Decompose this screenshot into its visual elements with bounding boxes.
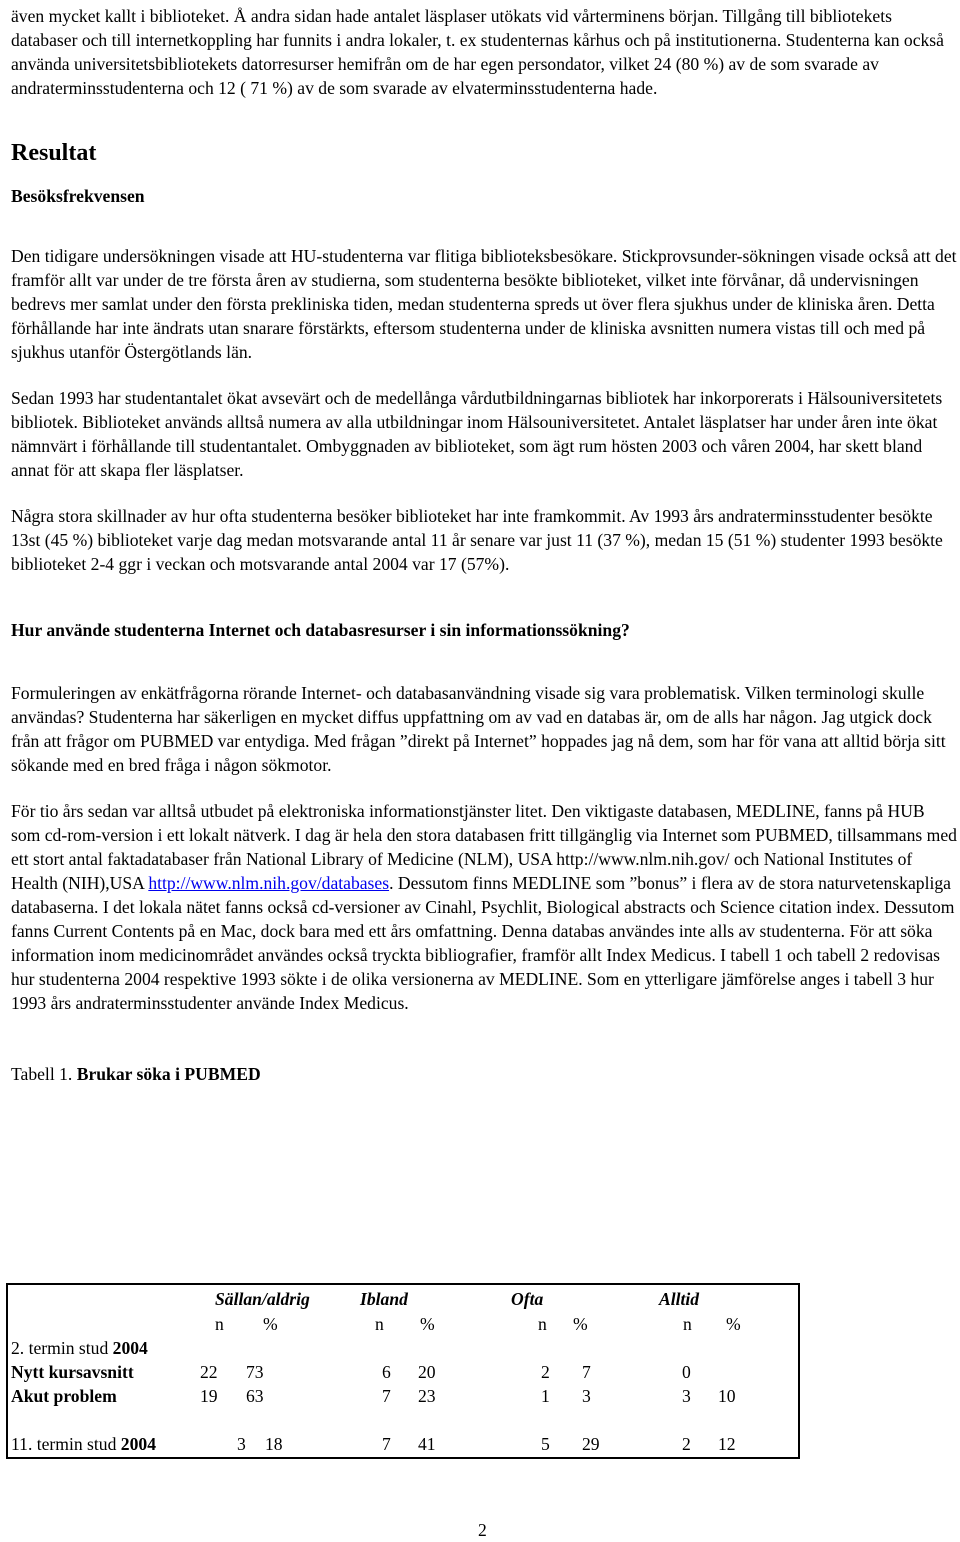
table-cell: 23 — [418, 1386, 436, 1406]
table-cell: 22 — [200, 1362, 218, 1382]
table-caption — [11, 1062, 957, 1086]
subheader-pct: % — [726, 1314, 741, 1334]
subheader-pct: % — [420, 1314, 435, 1334]
table-cell: 41 — [418, 1434, 436, 1454]
group-label — [11, 1336, 148, 1360]
table-cell: 2 — [682, 1434, 691, 1454]
table-cell: 12 — [718, 1434, 736, 1454]
group-label-text: 11. termin stud — [11, 1434, 117, 1454]
table-cell: 29 — [582, 1434, 600, 1454]
subheader-pct: % — [263, 1314, 278, 1334]
table-cell: 3 — [682, 1386, 691, 1406]
document-page — [11, 4, 957, 1103]
table-cell: 6 — [382, 1362, 391, 1382]
table-cell: 0 — [682, 1362, 691, 1382]
subheader-n: n — [375, 1314, 384, 1334]
subheader-n: n — [538, 1314, 547, 1334]
header-alltid: Alltid — [659, 1289, 700, 1309]
paragraph-survey-wording: Formuleringen av enkätfrågorna rörande Internet- och databasanvändning visade sig vara problematisk. Vilken terminologi skulle användas? Studenterna har säkerligen en mycket diffus uppfattning om av vad en databas är, om de alls har någon. Jag utgick dock från att frågor om PUBMED var entydiga. Med frågan ”direkt på Internet” hoppades jag nå dem, som har för vana att alltid börja sitt sökande med en bred fråga i någon sökmotor. — [11, 683, 946, 775]
table-cell: 2 — [541, 1362, 550, 1382]
table-cell: 7 — [382, 1434, 391, 1454]
paragraph-text-part2: . Dessutom finns MEDLINE som ”bonus” i flera av de stora naturvetenskapliga databaserna. I det lokala nätet fanns också cd-versioner av Cinahl, Psychlit, Biological abstracts och Science citation index. Dessutom fanns Current Contents på en Mac, dock bara med ett års omfattning. Denna databas användes inte alls av studenterna. För att söka information inom medicinområdet användes också tryckta bibliografier, framför allt Index Medicus. I tabell 1 och tabell 2 redovisas hur studenterna 2004 respektive 1993 sökte i de olika versionerna av MEDLINE. Som en ytterligare jämförelse anges i tabell 3 hur 1993 års andraterminsstudenter använde Index Medicus. — [11, 873, 955, 1013]
table-cell: 73 — [246, 1362, 264, 1382]
row-label: Nytt kursavsnitt — [11, 1362, 134, 1382]
table-cell: 3 — [237, 1434, 246, 1454]
row-label: Akut problem — [11, 1386, 117, 1406]
paragraph-earlier-study: Den tidigare undersökningen visade att HU-studenterna var flitiga biblioteksbesökare. Stickprovsunder-sökningen visade också att det framför allt var under de tre första åren av studierna, som studenterna besökte biblioteket, vilket inte förvånar, då undervisningen bedrevs mer samlat under den första prekliniska tiden, medan studenterna spreds ut över flera sjukhus under de kliniska åren. Detta förhållande har inte ändrats utan snarare förstärkts, eftersom studenterna under de kliniska avsnitten numera vistas till och med på sjukhus utanför Östergötlands län. — [11, 246, 957, 362]
group-label — [11, 1432, 156, 1456]
table-cell: 5 — [541, 1434, 550, 1454]
header-ibland: Ibland — [360, 1289, 408, 1309]
group-year: 2004 — [120, 1434, 156, 1454]
group-year: 2004 — [112, 1338, 148, 1358]
table-cell: 19 — [200, 1386, 218, 1406]
paragraph-visit-differences: Några stora skillnader av hur ofta studenterna besöker biblioteket har inte framkommit. Av 1993 års andraterminsstudenter besökte 13st (45 %) biblioteket varje dag medan motsvarande antal 11 år senare var just 11 (37 %), medan 15 (51 %) studenter 1993 besökte biblioteket 2-4 ggr i veckan och motsvarande antal 2004 var 17 (57%). — [11, 506, 943, 574]
header-sallan: Sällan/aldrig — [215, 1289, 310, 1309]
subheader-n: n — [215, 1314, 224, 1334]
table-cell: 63 — [246, 1386, 264, 1406]
pubmed-usage-table — [6, 1283, 800, 1459]
group-label-text: 2. termin stud — [11, 1338, 109, 1358]
table-cell: 1 — [541, 1386, 550, 1406]
table-cell: 20 — [418, 1362, 436, 1382]
paragraph-library-resources: även mycket kallt i biblioteket. Å andra sidan hade antalet läsplaser utökats vid vårterminens början. Tillgång till bibliotekets databaser och till internetkoppling har funnits i andra lokaler, t. ex studenternas kårhus och på institutionerna. Studenterna kan också använda universitetsbibliotekets datorresurser hemifrån om de har egen persondator, vilket 24 (80 %) av de som svarade av andraterminsstudenterna och 12 ( 71 %) av de som svarade av elvaterminsstudenterna hade. — [11, 6, 944, 98]
nlm-databases-link[interactable]: http://www.nlm.nih.gov/databases — [148, 873, 390, 893]
table-cell: 3 — [582, 1386, 591, 1406]
paragraph-text-part1: För tio års sedan var alltså utbudet på elektroniska informationstjänster litet. Den viktigaste databasen, MEDLINE, fanns på HUB som cd-rom-version i ett lokalt nätverk. I dag är hela den stora databasen fritt tillgänglig via Internet som PUBMED, tillsammans med ett stort antal faktadatabaser från National Library of Medicine (NLM), USA http://www.nlm.nih.gov/ och National Institutes of Health (NIH),USA — [11, 801, 957, 893]
table-cell: 7 — [582, 1362, 591, 1382]
caption-prefix: Tabell 1. — [11, 1064, 77, 1084]
caption-title: Brukar söka i PUBMED — [76, 1064, 261, 1084]
paragraph-since-1993: Sedan 1993 har studentantalet ökat avsevärt och de medellånga vårdutbildningarnas bibliotek har inkorporerats i Hälsouniversitetets bibliotek. Biblioteket används alltså numera av alla utbildningar inom Hälsouniversitetet. Antalet läsplatser har under åren inte ökat nämnvärt i förhållande till studentantalet. Ombyggnaden av biblioteket, som ägt rum hösten 2003 och våren 2004, har skett bland annat för att skapa fler läsplatser. — [11, 388, 943, 480]
paragraph-electronic-services — [11, 799, 957, 1015]
heading-resultat: Resultat — [11, 140, 97, 166]
header-ofta: Ofta — [511, 1289, 544, 1309]
heading-internet-use: Hur använde studenterna Internet och databasresurser i sin informationssökning? — [11, 620, 630, 640]
table-cell: 18 — [265, 1434, 283, 1454]
subheader-n: n — [683, 1314, 692, 1334]
page-number: 2 — [478, 1520, 487, 1540]
table-cell: 10 — [718, 1386, 736, 1406]
heading-besoksfrekvensen: Besöksfrekvensen — [11, 186, 145, 206]
table-cell: 7 — [382, 1386, 391, 1406]
subheader-pct: % — [573, 1314, 588, 1334]
